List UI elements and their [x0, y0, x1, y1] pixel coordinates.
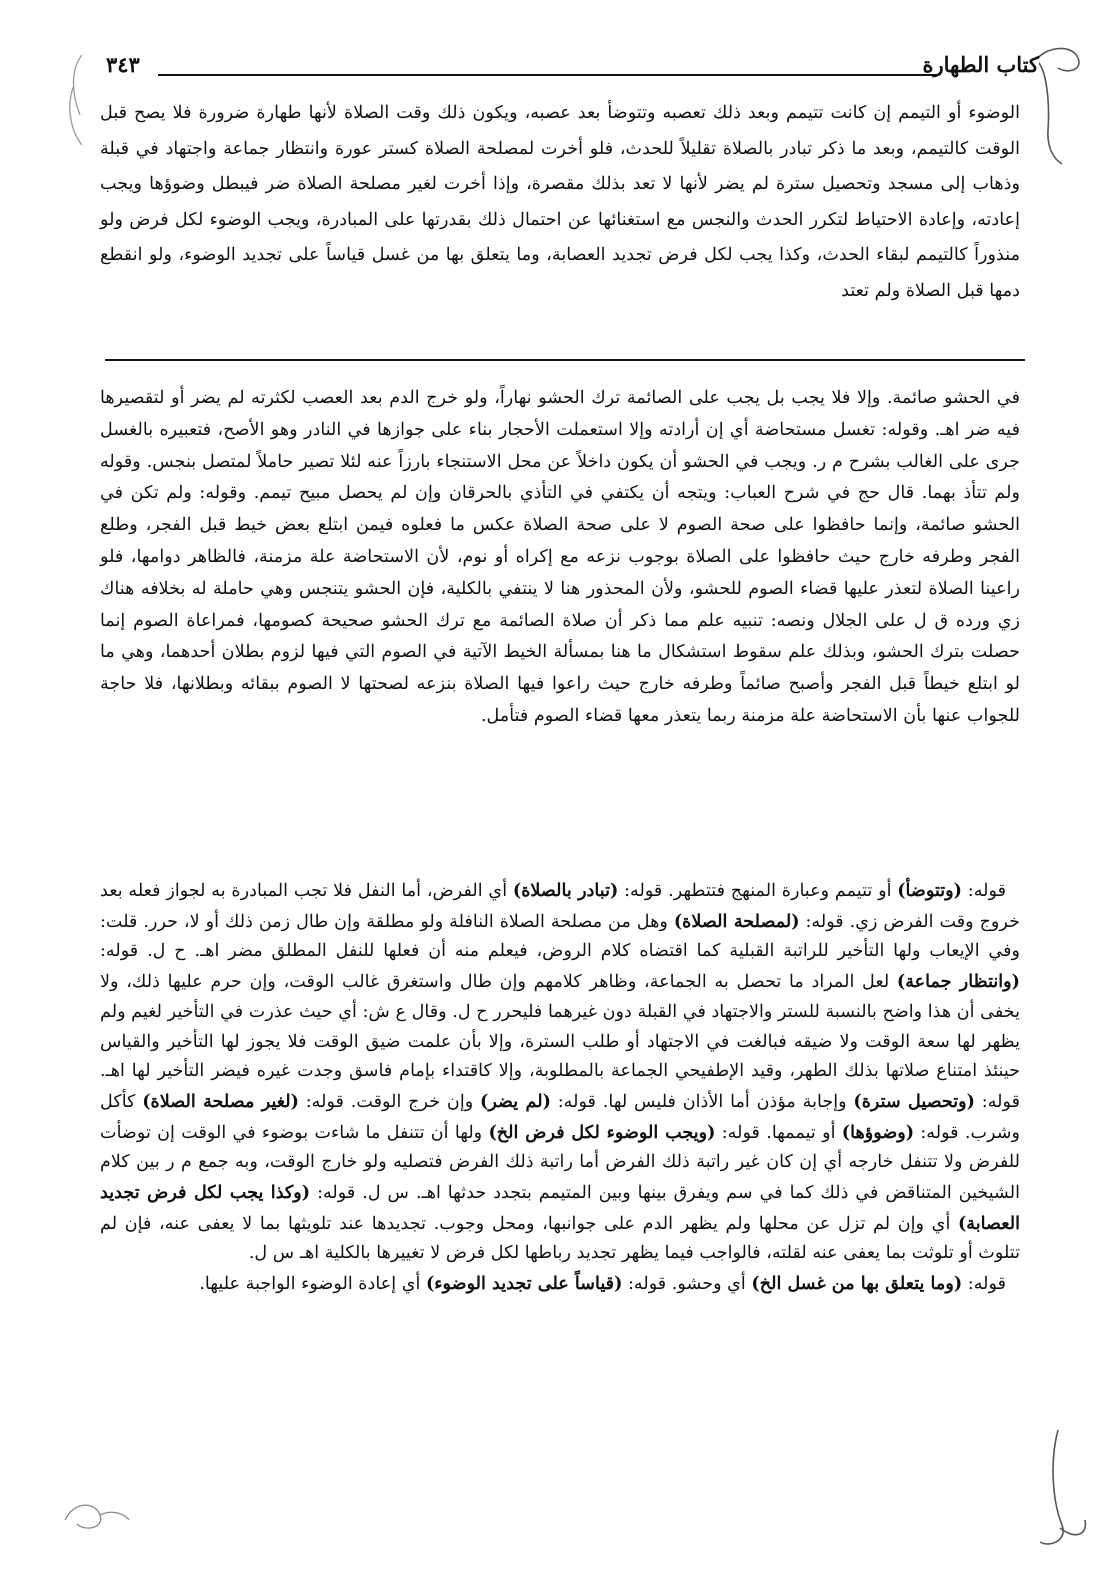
main-text [100, 96, 1020, 310]
commentary-block-2 [100, 876, 1020, 1300]
footnote-separator [105, 359, 1025, 361]
quoted-lemma: (ويجب الوضوء لكل فرض الخ) [488, 1121, 716, 1143]
quoted-lemma: (لمصلحة الصلاة) [673, 910, 800, 932]
margin-ornament-bottom-left-icon [55, 1490, 135, 1540]
commentary-paragraph-3 [100, 1269, 1020, 1300]
commentary-paragraph-2 [100, 876, 1020, 1269]
quoted-lemma: (وما يتعلق بها من غسل الخ) [751, 1273, 963, 1295]
quoted-lemma: (قياساً على تجديد الوضوء) [425, 1273, 623, 1295]
commentary-text: لعل المراد ما تحصل به الجماعة، وظاهر كلامهم وإن طال واستغرق غالب الوقت، وإن حرم عليها ذلك، ولا يخفى أن هذا واضح بالنسبة للستر والاجتهاد في القبلة دون غيرهما فليحرر ح ل. وقال ع ش: أي حيث عذرت في التأخير لغيم ولم يظهر لها سعة الوقت ولا ضيقه فبالغت في الاجتهاد أو طلب السترة، وإلا بأن علمت ضيق الوقت فلا يجوز لها التأخير والقياس حينئذ امتناع صلاتها بذلك الطهر، وقيد الإطفيحي الجماعة بالمطلوبة، وإلا كاقتداء بإمام فاسق وجدت غيره فيضر التأخير لها اهـ. قوله: [100, 972, 1021, 1112]
quoted-lemma: (وانتظار جماعة) [896, 971, 1020, 993]
commentary-text: وإجابة مؤذن أما الأذان فليس لها. قوله: [550, 1091, 854, 1112]
commentary-text: قوله: [961, 881, 1006, 901]
commentary-text: أي إعادة الوضوء الواجبة عليها. [199, 1274, 426, 1295]
margin-ornament-bottom-right-icon [1030, 1420, 1100, 1560]
chapter-title: كتاب الطهارة [917, 52, 1040, 77]
commentary-paragraph-1: في الحشو صائمة. وإلا فلا يجب بل يجب على الصائمة ترك الحشو نهاراً، ولو خرج الدم بعد العصب لكثرته لم يضر أو لتقصيرها فيه ضر اهـ. وقوله: تغسل مستحاضة أي إن أرادته وإلا استعملت الأحجار بناء على جوازها في النادر وهو الأصح، فتعبيره بالغسل جرى على الغالب بشرح م ر. ويجب في الحشو أن يكون داخلاً عن محل الاستنجاء بارزاً عنه لئلا تصير حاملاً لمتصل بنجس. وقوله ولم تتأذ بهما. قال حج في شرح العباب: ويتجه أن يكتفي في التأذي بالحرقان وإن لم يحصل مبيح تيمم. وقوله: ولم تكن في الحشو صائمة، وإنما حافظوا على صحة الصوم لا على صحة الصلاة عكس ما فعلوه فيمن ابتلع بعض خيط قبل الفجر، وطلع الفجر وطرفه خارج حيث حافظوا على الصلاة بوجوب نزعه مع إكراه أو نوم، لأن الاستحاضة علة مزمنة، فالظاهر دوامها، فلو راعينا الصلاة لتعذر عليها قضاء الصوم للحشو، ولأن المحذور هنا لا ينتفي بالكلية، فإن الحشو يتنجس وهي حاملة له بخلافه هناك زي ورده ق ل على الجلال ونصه: تنبيه علم مما ذكر أن صلاة الصائمة مع ترك الحشو صحيحة كصومها، فمراعاة الصوم إنما حصلت بترك الحشو، وبذلك علم سقوط استشكال ما هنا بمسألة الخيط الآتية في الصوم التي فيها لزوم بطلان أحدهما، وهي ما لو ابتلع خيطاً قبل الفجر وأصبح صائماً وطرفه خارج حيث راعوا فيها الصلاة بنزعه لصحتها لا الصوم ببقائه وبطلانها، فلا حاجة للجواب عنها بأن الاستحاضة علة مزمنة ربما يتعذر معها قضاء الصوم فتأمل. [100, 388, 1021, 726]
commentary-text: وهل من مصلحة الصلاة النافلة ولو مطلقة وإن طال زمن ذلك أو لا، حرر. قلت: وفي الإيعاب ولها التأخير للراتبة القبلية كما اقتضاه كلام الروض، فيعلم منه أن فعلها للنفل المطلق مضر اهـ. ح ل. قوله: [100, 911, 1020, 962]
commentary-text: أي الفرض، أما النفل فلا تجب المبادرة به لجواز فعله بعد خروج وقت الفرض زي. قوله: [100, 881, 1021, 932]
commentary-text: ولها أن تتنفل ما شاءت بوضوء في الوقت إن توضأت للفرض ولا تتنفل خارجه أي إن كان غير راتبة ذلك الفرض أما راتبة ذلك الفرض فتصليه ولو خارج الوقت، وبه جمع م ر بين كلام الشيخين المتناقض في ذلك كما في سم ويفرق بينها وبين المتيمم بتجدد حدثها اهـ. س ل. قوله: [100, 1122, 1020, 1204]
commentary-text: أو تتيمم وعبارة المنهج فتتطهر. قوله: [618, 881, 898, 901]
header-rule [158, 74, 937, 76]
running-header [98, 50, 1047, 84]
commentary-block-1 [100, 383, 1020, 733]
quoted-lemma: (لم يضر) [480, 1090, 551, 1112]
quoted-lemma: (لغير مصلحة الصلاة) [142, 1090, 299, 1112]
commentary-text: قوله: [962, 1274, 1006, 1295]
quoted-lemma: (وضوؤها) [841, 1121, 915, 1143]
quoted-lemma: (وتحصيل سترة) [853, 1090, 975, 1112]
margin-ornament-top-left-icon [52, 45, 102, 155]
page-number: ٣٤٣ [106, 52, 146, 77]
commentary-text: وإن خرج الوقت. قوله: [298, 1091, 481, 1112]
commentary-text: أو تيممها. قوله: [715, 1122, 842, 1143]
commentary-text: أي وإن لم تزل عن محلها ولم يظهر الدم على جوانبها، ومحل وجوب. تجديدها عند تلويثها بما لا يعفى عنه، فإن لم تتلوث أو تلوثت بما يعفى عنه لقلته، فالواجب فيما يظهر تجديد رباطها لكل فرض لا تغييرها بالكلية اهـ س ل. [100, 1213, 1020, 1264]
commentary-text: أي وحشو. قوله: [622, 1274, 752, 1295]
commentary-text: كأكل وشرب. قوله: [100, 1091, 1020, 1143]
main-paragraph: الوضوء أو التيمم إن كانت تتيمم وبعد ذلك تعصبه وتتوضأ بعد عصبه، ويكون ذلك وقت الصلاة لأنها طهارة ضرورة فلا يصح قبل الوقت كالتيمم، وبعد ما ذكر تبادر بالصلاة تقليلاً للحدث، فلو أخرت لمصلحة الصلاة كستر عورة وانتظار جماعة واجتهاد في قبلة وذهاب إلى مسجد وتحصيل سترة لم يضر لأنها لا تعد بذلك مقصرة، وإذا أخرت لغير مصلحة الصلاة ضر فيبطل وضوؤها ويجب إعادته، وإعادة الاحتياط لتكرر الحدث والنجس مع استغنائها عن احتمال ذلك بقدرتها على المبادرة، ويجب الوضوء لكل فرض ولو منذوراً كالتيمم لبقاء الحدث، وكذا يجب لكل فرض تجديد العصابة، وما يتعلق بها من غسل قياساً على تجديد الوضوء، ولو انقطع دمها قبل الصلاة ولم تعتد [100, 103, 1020, 301]
quoted-lemma: (تبادر بالصلاة) [512, 880, 619, 901]
quoted-lemma: (وكذا يجب لكل فرض تجديد العصابة) [100, 1182, 1020, 1234]
quoted-lemma: (وتتوضأ) [897, 880, 962, 901]
